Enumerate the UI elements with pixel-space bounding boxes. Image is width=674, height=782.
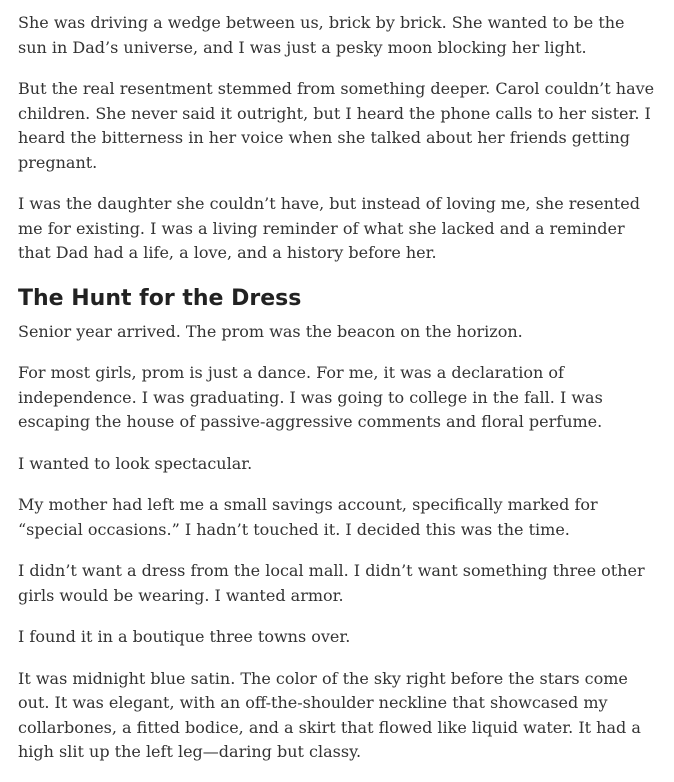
paragraph: I was the daughter she couldn’t have, but instead of loving me, she resented me for existing. I was a living reminder of what she lacked and a reminder that Dad had a life, a love, and a history before her. xyxy=(18,194,641,262)
paragraph: I found it in a boutique three towns over. xyxy=(18,627,351,646)
paragraph: It was midnight blue satin. The color of the sky right before the stars come out. It was elegant, with an off-the-shoulder neckline that showcased my collarbones, a fitted bodice, and a skirt that flowed like liquid water. It had a high slit up the left leg—daring but classy. xyxy=(18,668,641,761)
section-heading: The Hunt for the Dress xyxy=(18,285,302,311)
paragraph: But the real resentment stemmed from something deeper. Carol couldn’t have children. She never said it outright, but I heard the phone calls to her sister. I heard the bitterness in her voice when she talked about her friends getting pregnant. xyxy=(18,79,655,172)
paragraph: Senior year arrived. The prom was the beacon on the horizon. xyxy=(18,321,523,341)
paragraph: For most girls, prom is just a dance. For me, it was a declaration of independence. I was graduating. I was going to college in the fall. I was escaping the house of passive-aggressive comments and floral perfume. xyxy=(18,363,603,431)
paragraph: My mother had left me a small savings account, specifically marked for “special occasions.” I hadn’t touched it. I decided this was the time. xyxy=(18,495,598,539)
paragraph: She was driving a wedge between us, brick by brick. She wanted to be the sun in Dad’s universe, and I was just a pesky moon blocking her light. xyxy=(18,13,625,57)
article-body xyxy=(18,11,658,782)
paragraph: I didn’t want a dress from the local mall. I didn’t want something three other girls would be wearing. I wanted armor. xyxy=(18,561,645,605)
paragraph: I wanted to look spectacular. xyxy=(18,453,253,473)
